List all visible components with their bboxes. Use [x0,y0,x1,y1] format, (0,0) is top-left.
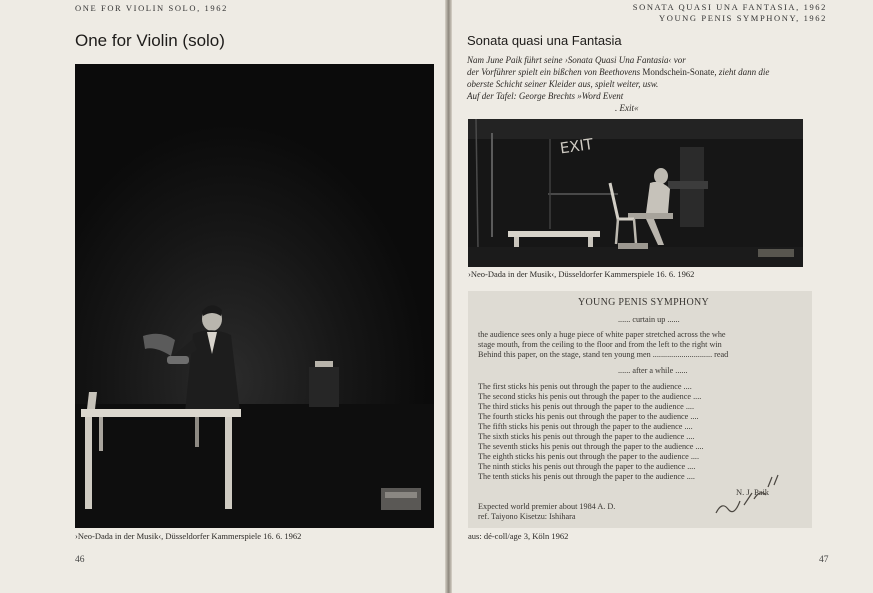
intro-line-2a: der Vorführer spielt ein bißchen von Beethovens [467,67,641,77]
score-item-6: The sixth sticks his penis out through the paper to the audience .... [478,432,695,441]
score-item-10: The tenth sticks his penis out through the paper to the audience .... [478,472,695,481]
photo-caption-right: ›Neo-Dada in der Musik‹, Düsseldorfer Kammerspiele 16. 6. 1962 [468,269,695,279]
score-after-a-while: ...... after a while ...... [618,366,688,375]
score-item-9: The ninth sticks his penis out through the paper to the audience .... [478,462,696,471]
score-item-2: The second sticks his penis out through the paper to the audience .... [478,392,702,401]
intro-text [467,54,837,114]
violin-performance-photo [75,64,434,528]
score-item-7: The seventh sticks his penis out through the paper to the audience .... [478,442,704,451]
intro-line-2 [467,66,837,78]
score-item-8: The eighth sticks his penis out through the paper to the audience .... [478,452,700,461]
running-head-right-2: YOUNG PENIS SYMPHONY, 1962 [658,13,827,23]
sonata-performance-photo [468,119,803,267]
handwritten-annotation [708,471,788,521]
score-para-3: Behind this paper, on the stage, stand ten young men ............................. read [478,350,729,359]
photo-caption-left: ›Neo-Dada in der Musik‹, Düsseldorfer Kammerspiele 16. 6. 1962 [75,531,302,541]
intro-line-4: Auf der Tafel: George Brechts »Word Event [467,91,624,101]
intro-line-3: oberste Schicht seiner Kleider aus, spielt weiter, usw. [467,79,659,89]
page-number-right: 47 [819,555,829,565]
score-item-1: The first sticks his penis out through the paper to the audience .... [478,382,692,391]
intro-line-5: . Exit« [615,103,639,113]
young-penis-symphony-score [468,291,812,528]
running-head-left: ONE FOR VIOLIN SOLO, 1962 [75,3,228,13]
score-ref: ref. Taiyono Kisetzu: Ishihara [478,512,576,521]
score-signature: N. J. Paik [736,487,770,497]
score-heading: YOUNG PENIS SYMPHONY [578,297,710,308]
page-title-left: One for Violin (solo) [75,31,225,50]
score-item-3: The third sticks his penis out through the paper to the audience .... [478,402,695,411]
stage-photo-illustration [75,64,434,528]
score-item-4: The fourth sticks his penis out through the paper to the audience .... [478,412,699,421]
intro-line-2c: zieht dann die [718,67,770,77]
page-title-right: Sonata quasi una Fantasia [467,33,622,48]
score-caption: aus: dé-coll/age 3, Köln 1962 [468,531,569,541]
blackboard-exit-text: EXIT [558,134,595,158]
intro-line-1: Nam June Paik führt seine ›Sonata Quasi Una Fantasia‹ vor [467,55,686,65]
intro-line-2b: Mondschein-Sonate, [642,67,717,77]
book-gutter [445,0,452,593]
running-head-right-1: SONATA QUASI UNA FANTASIA, 1962 [632,2,827,12]
right-page [452,0,873,593]
stage-photo-illustration-2 [468,119,803,267]
score-para-1: the audience sees only a huge piece of white paper stretched across the whe [478,330,726,339]
score-curtain-up: ...... curtain up ...... [618,315,680,324]
score-para-2: stage mouth, from the ceiling to the floor and from the left to the right win [478,340,722,349]
score-premier: Expected world premier about 1984 A. D. [478,502,616,511]
score-item-5: The fifth sticks his penis out through the paper to the audience .... [478,422,693,431]
page-number-left: 46 [75,555,85,565]
